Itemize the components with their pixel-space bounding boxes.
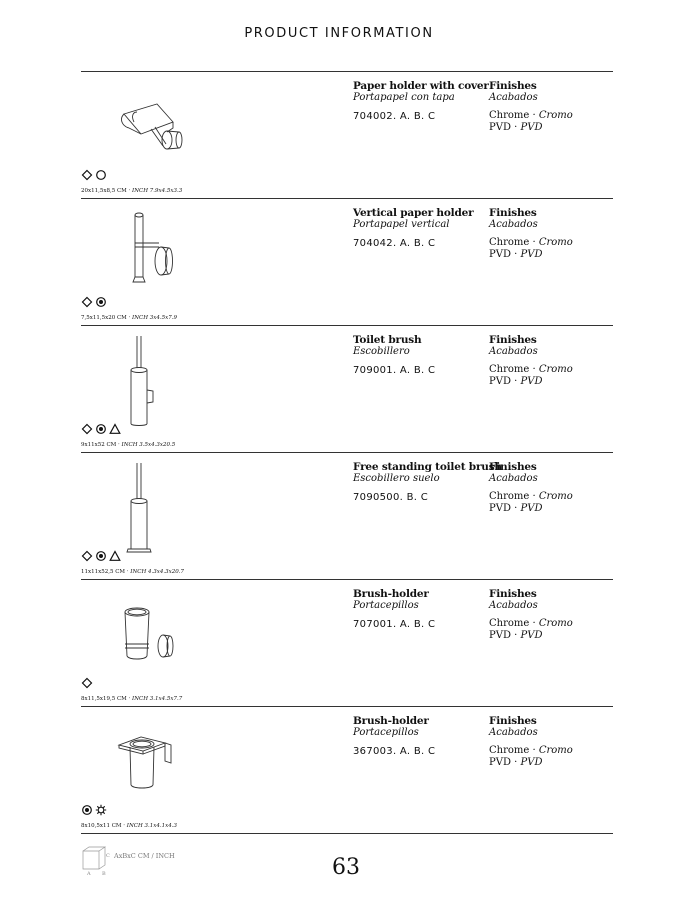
diamond-icon bbox=[81, 550, 93, 562]
page-title: PRODUCT INFORMATION bbox=[244, 26, 434, 41]
dimensions: 9x11x52 CM · INCH 3.5x4.3x20.5 bbox=[81, 442, 176, 448]
product-name: Free standing toilet brush bbox=[353, 461, 502, 473]
symbol-group bbox=[81, 804, 107, 816]
product-row bbox=[81, 325, 613, 452]
product-code: 707001. A. B. C bbox=[353, 619, 436, 630]
legend-text: AxBxC CM / INCH bbox=[114, 852, 175, 860]
finishes-title: Finishes bbox=[489, 461, 537, 473]
triangle-icon bbox=[109, 550, 121, 562]
toilet-brush-illustration bbox=[89, 336, 209, 426]
dimensions: 20x11,5x8,5 CM · INCH 7.9x4.5x3.3 bbox=[81, 188, 183, 194]
finish-chrome: Chrome · Cromo bbox=[489, 618, 573, 629]
finish-list bbox=[489, 491, 613, 515]
bottom-divider bbox=[81, 833, 613, 834]
diamond-icon bbox=[81, 296, 93, 308]
finish-pvd: PVD · PVD bbox=[489, 376, 543, 387]
diamond-icon bbox=[81, 169, 93, 181]
target-icon bbox=[95, 296, 107, 308]
finishes-title: Finishes bbox=[489, 80, 537, 92]
symbol-group bbox=[81, 550, 121, 562]
product-code: 704002. A. B. C bbox=[353, 111, 436, 122]
finish-chrome: Chrome · Cromo bbox=[489, 364, 573, 375]
product-row bbox=[81, 71, 613, 198]
symbol-group bbox=[81, 296, 107, 308]
finishes-title: Finishes bbox=[489, 715, 537, 727]
finish-list bbox=[489, 618, 613, 642]
dimensions: 7,5x11,5x20 CM · INCH 3x4.5x7.9 bbox=[81, 315, 177, 321]
product-name-es: Portacepillos bbox=[353, 727, 419, 738]
finish-pvd: PVD · PVD bbox=[489, 122, 543, 133]
finishes-title: Finishes bbox=[489, 334, 537, 346]
finishes-title: Finishes bbox=[489, 207, 537, 219]
page-number: 63 bbox=[332, 855, 360, 880]
diamond-icon bbox=[81, 677, 93, 689]
finish-chrome: Chrome · Cromo bbox=[489, 745, 573, 756]
product-row bbox=[81, 198, 613, 325]
gear-icon bbox=[95, 804, 107, 816]
symbol-group bbox=[81, 169, 107, 181]
dimensions: 11x11x52,5 CM · INCH 4.3x4.3x20.7 bbox=[81, 569, 184, 575]
finishes-title-es: Acabados bbox=[489, 92, 538, 103]
brush-holder-wall-illustration bbox=[89, 590, 209, 680]
finish-list bbox=[489, 110, 613, 134]
dimensions: 8x10,5x11 CM · INCH 3.1x4.1x4.3 bbox=[81, 823, 177, 829]
product-name: Brush-holder bbox=[353, 715, 429, 727]
product-name-es: Portapapel con tapa bbox=[353, 92, 455, 103]
free-standing-brush-illustration bbox=[89, 463, 209, 553]
dimensions: 8x11,5x19,5 CM · INCH 3.1x4.5x7.7 bbox=[81, 696, 183, 702]
product-name-es: Escobillero bbox=[353, 346, 410, 357]
finishes-title-es: Acabados bbox=[489, 600, 538, 611]
product-code: 7090500. B. C bbox=[353, 492, 428, 503]
finish-pvd: PVD · PVD bbox=[489, 249, 543, 260]
circle-icon bbox=[95, 169, 107, 181]
symbol-group bbox=[81, 677, 93, 689]
symbol-group bbox=[81, 423, 121, 435]
product-name: Toilet brush bbox=[353, 334, 422, 346]
product-name-es: Escobillero suelo bbox=[353, 473, 440, 484]
diamond-icon bbox=[81, 423, 93, 435]
finish-chrome: Chrome · Cromo bbox=[489, 491, 573, 502]
vertical-paper-holder-illustration bbox=[89, 209, 209, 299]
target-icon bbox=[81, 804, 93, 816]
product-name-es: Portapapel vertical bbox=[353, 219, 450, 230]
brush-holder-square-illustration bbox=[89, 717, 209, 807]
legend-label-b: B bbox=[102, 871, 106, 877]
finish-pvd: PVD · PVD bbox=[489, 757, 543, 768]
finish-pvd: PVD · PVD bbox=[489, 503, 543, 514]
triangle-icon bbox=[109, 423, 121, 435]
product-row bbox=[81, 452, 613, 579]
product-name-es: Portacepillos bbox=[353, 600, 419, 611]
finish-chrome: Chrome · Cromo bbox=[489, 110, 573, 121]
target-icon bbox=[95, 423, 107, 435]
product-code: 704042. A. B. C bbox=[353, 238, 436, 249]
product-name: Paper holder with cover bbox=[353, 80, 489, 92]
finishes-title: Finishes bbox=[489, 588, 537, 600]
product-code: 709001. A. B. C bbox=[353, 365, 436, 376]
finishes-title-es: Acabados bbox=[489, 727, 538, 738]
finish-list bbox=[489, 364, 613, 388]
finishes-title-es: Acabados bbox=[489, 219, 538, 230]
product-list bbox=[81, 71, 613, 833]
product-code: 367003. A. B. C bbox=[353, 746, 436, 757]
finish-chrome: Chrome · Cromo bbox=[489, 237, 573, 248]
product-row bbox=[81, 579, 613, 706]
legend-label-c: C bbox=[106, 853, 110, 859]
finishes-title-es: Acabados bbox=[489, 473, 538, 484]
finishes-title-es: Acabados bbox=[489, 346, 538, 357]
product-name: Vertical paper holder bbox=[353, 207, 474, 219]
product-row bbox=[81, 706, 613, 833]
finish-list bbox=[489, 237, 613, 261]
finish-pvd: PVD · PVD bbox=[489, 630, 543, 641]
target-icon bbox=[95, 550, 107, 562]
product-name: Brush-holder bbox=[353, 588, 429, 600]
finish-list bbox=[489, 745, 613, 769]
paper-holder-cover-illustration bbox=[89, 82, 209, 172]
legend-label-a: A bbox=[87, 871, 91, 877]
